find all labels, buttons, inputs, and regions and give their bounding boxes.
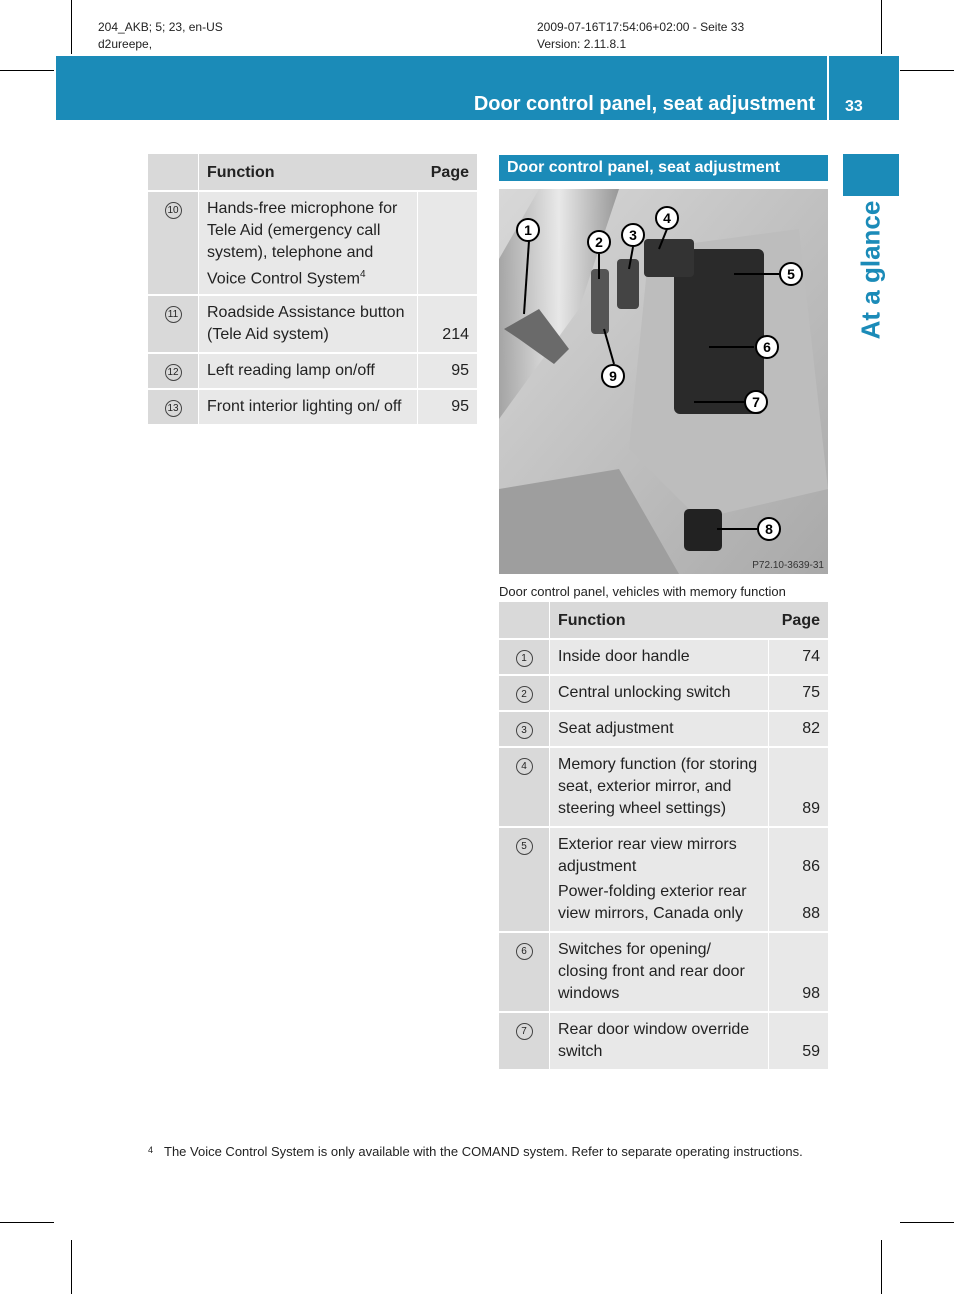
function-text: Exterior rear view mirrors adjustment (558, 836, 737, 875)
row-number (499, 639, 550, 675)
callout-4 (656, 207, 678, 229)
meta-line: d2ureepe, (98, 37, 153, 51)
row-number (499, 747, 550, 827)
page-value: 86 (802, 858, 820, 875)
function-cell: Roadside Assistance button (Tele Aid system) (199, 295, 418, 353)
circled-number: 5 (516, 838, 533, 855)
callout-7 (745, 391, 767, 413)
circled-number: 10 (165, 202, 182, 219)
seat-switch (617, 259, 639, 309)
crop-mark (881, 0, 882, 54)
callout-label: 7 (752, 394, 760, 410)
image-code: P72.10-3639-31 (752, 560, 824, 571)
circled-number: 3 (516, 722, 533, 739)
page-cell: 95 (417, 353, 477, 389)
circled-number: 2 (516, 686, 533, 703)
seat-heat-switch (684, 509, 722, 551)
function-cell: Inside door handle (550, 639, 769, 675)
num-header (148, 154, 199, 191)
function-cell: Switches for opening/ closing front and rear door windows (550, 932, 769, 1012)
figure-caption: Door control panel, vehicles with memory function (499, 584, 786, 599)
page-cell: 75 (768, 675, 828, 711)
table-header-row (499, 602, 828, 639)
function-cell: Front interior lighting on/ off (199, 389, 418, 424)
circled-number: 11 (165, 306, 182, 323)
circled-number: 12 (165, 364, 182, 381)
function-text-secondary: Power-folding exterior rear view mirrors, Canada only (558, 883, 747, 922)
function-cell (550, 827, 769, 932)
circled-number: 13 (165, 400, 182, 417)
table-row (148, 389, 477, 424)
chapter-tab (843, 154, 899, 196)
page-value-secondary: 88 (802, 905, 820, 922)
footnote-ref: 4 (359, 269, 366, 280)
callout-label: 9 (609, 368, 617, 384)
meta-line: 2009-07-16T17:54:06+02:00 - Seite 33 (537, 20, 745, 34)
table-row (499, 932, 828, 1012)
callout-2 (588, 231, 610, 253)
function-cell (199, 191, 418, 295)
function-table-left (148, 154, 477, 424)
print-meta-right (537, 19, 744, 53)
crop-mark (900, 70, 954, 71)
circled-number: 4 (516, 758, 533, 775)
callout-label: 2 (595, 234, 603, 250)
table-row (499, 1012, 828, 1069)
function-text: Hands-free microphone for Tele Aid (emergency call system), telephone and Voice Control System (207, 200, 398, 288)
meta-line: Version: 2.11.8.1 (537, 37, 627, 51)
function-cell: Memory function (for storing seat, exterior mirror, and steering wheel settings) (550, 747, 769, 827)
page-cell: 89 (768, 747, 828, 827)
callout-label: 5 (787, 266, 795, 282)
page-cell: 214 (417, 295, 477, 353)
table-row (499, 827, 828, 932)
callout-label: 8 (765, 521, 773, 537)
crop-mark (881, 1240, 882, 1294)
crop-mark (0, 1222, 54, 1223)
callout-5 (780, 263, 802, 285)
footnote-mark: 4 (148, 1145, 154, 1155)
circled-number: 6 (516, 943, 533, 960)
page-header-cell: Page (417, 154, 477, 191)
callout-label: 1 (524, 222, 532, 238)
row-number (499, 675, 550, 711)
circled-number: 7 (516, 1023, 533, 1040)
page-number-box (829, 56, 899, 120)
crop-mark (0, 70, 54, 71)
function-cell: Left reading lamp on/off (199, 353, 418, 389)
page-cell: 98 (768, 932, 828, 1012)
callout-3 (622, 224, 644, 246)
page-number: 33 (845, 98, 863, 115)
row-number (499, 711, 550, 747)
page-header-cell: Page (768, 602, 828, 639)
crop-mark (71, 1240, 72, 1294)
function-cell: Seat adjustment (550, 711, 769, 747)
chapter-label-text: At a glance (855, 200, 886, 340)
row-number (499, 1012, 550, 1069)
row-number (148, 389, 199, 424)
row-number (499, 932, 550, 1012)
callout-6 (756, 336, 778, 358)
meta-line: 204_AKB; 5; 23, en-US (98, 20, 223, 34)
row-number (148, 353, 199, 389)
table-row (499, 639, 828, 675)
page-cell: 59 (768, 1012, 828, 1069)
function-cell: Central unlocking switch (550, 675, 769, 711)
table-header-row (148, 154, 477, 191)
function-header: Function (199, 154, 418, 191)
callout-8 (758, 518, 780, 540)
table-row (499, 675, 828, 711)
page-header (56, 56, 827, 120)
page-cell: 82 (768, 711, 828, 747)
row-number (148, 191, 199, 295)
section-heading: Door control panel, seat adjustment (499, 155, 828, 181)
table-row (148, 353, 477, 389)
table-row (148, 191, 477, 295)
chapter-label (843, 200, 899, 340)
num-header (499, 602, 550, 639)
callout-9 (602, 365, 624, 387)
table-row (499, 711, 828, 747)
door-panel-photo (499, 189, 828, 574)
crop-mark (900, 1222, 954, 1223)
page-cell: 74 (768, 639, 828, 675)
footnote-text: The Voice Control System is only available with the COMAND system. Refer to separate operating instructions. (164, 1144, 803, 1159)
circled-number: 1 (516, 650, 533, 667)
row-number (499, 827, 550, 932)
page-title: Door control panel, seat adjustment (473, 93, 815, 115)
function-table-right (499, 602, 828, 1069)
page-cell (417, 191, 477, 295)
function-cell: Rear door window override switch (550, 1012, 769, 1069)
callout-label: 3 (629, 227, 637, 243)
page-cell: 95 (417, 389, 477, 424)
page-cell (768, 827, 828, 932)
function-header: Function (550, 602, 769, 639)
table-row (499, 747, 828, 827)
print-meta-left (98, 19, 223, 53)
callout-1 (517, 219, 539, 241)
memory-buttons (644, 239, 694, 277)
table-row (148, 295, 477, 353)
callout-label: 4 (663, 210, 671, 226)
crop-mark (71, 0, 72, 54)
callout-label: 6 (763, 339, 771, 355)
row-number (148, 295, 199, 353)
